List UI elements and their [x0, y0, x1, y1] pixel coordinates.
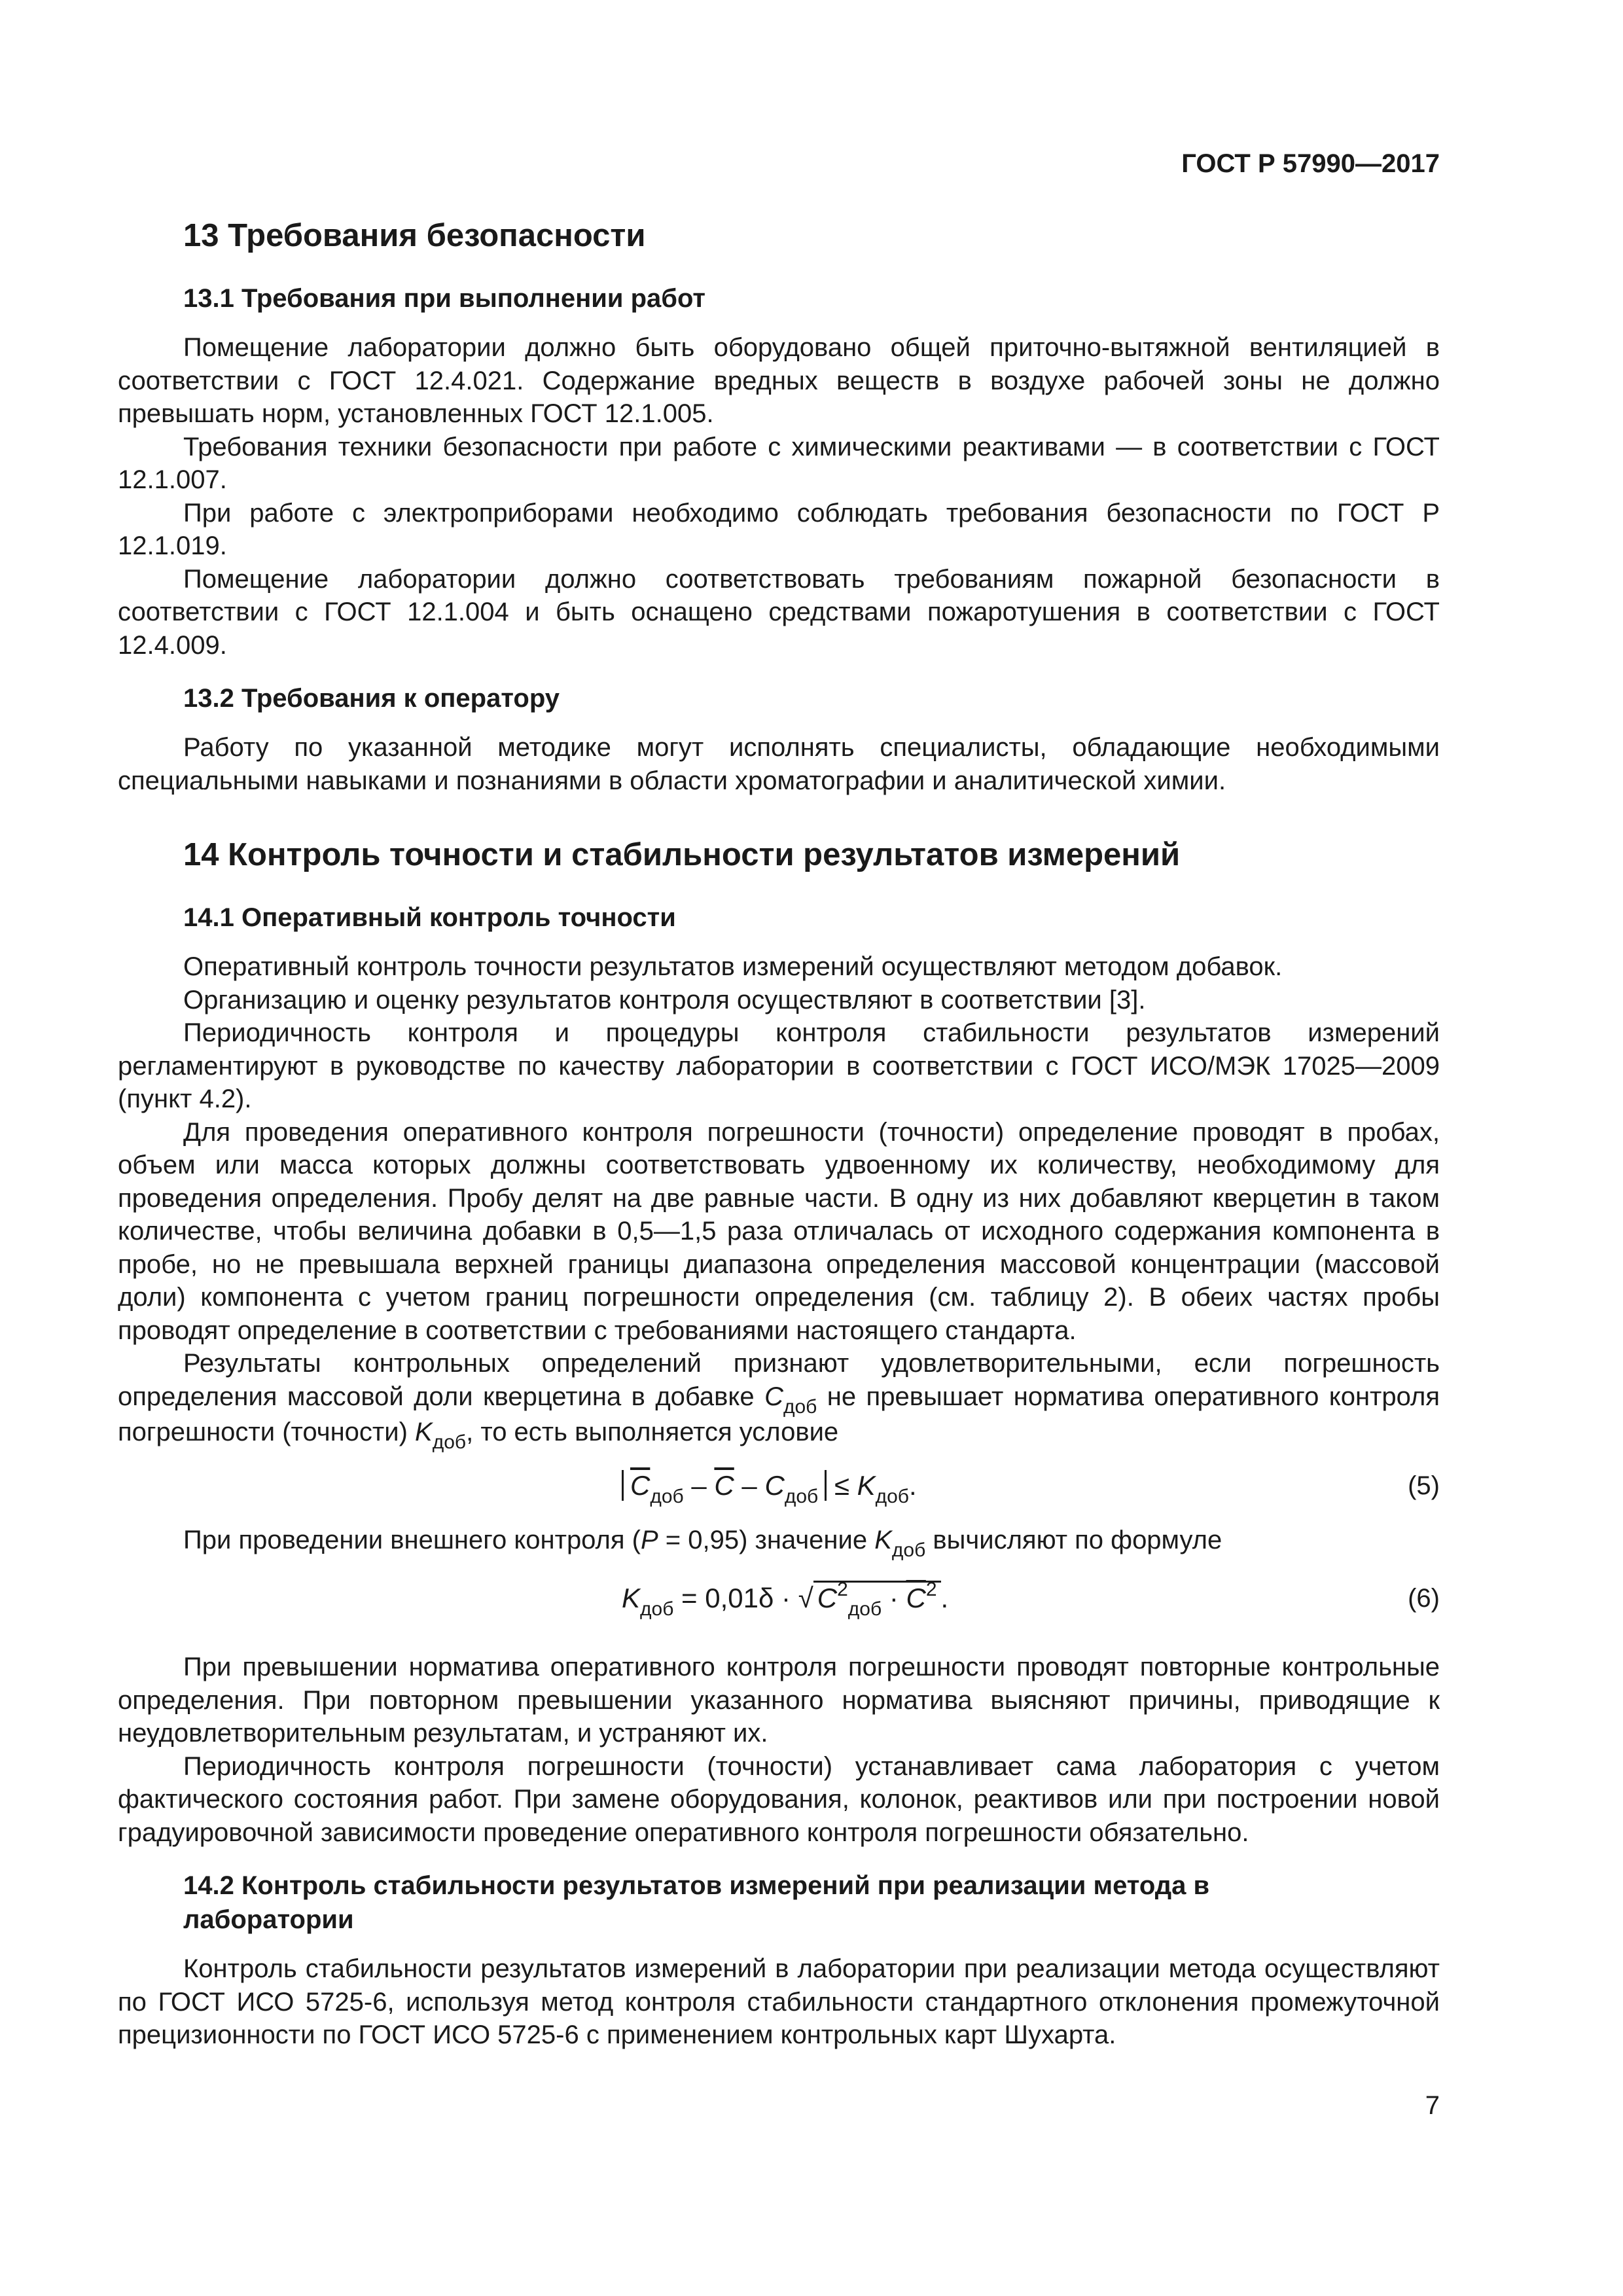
paragraph: Работу по указанной методике могут исполнять специалисты, обладающие необходимыми специальными навыками и познаниями в области хроматографии и аналитической химии.	[118, 733, 1440, 795]
paragraph: Требования техники безопасности при работе с химическими реактивами — в соответствии с ГОСТ 12.1.007.	[118, 432, 1440, 494]
paragraph: Оперативный контроль точности результатов измерений осуществляют методом добавок.	[183, 952, 1283, 981]
paragraph: Периодичность контроля и процедуры контроля стабильности результатов измерений регламентируют в руководстве по качеству лаборатории в соответствии с ГОСТ ИСО/МЭК 17025—2009 (пункт 4.2).	[118, 1018, 1440, 1113]
formula-5: $\overline{C}_{доб} - \overline{C} - C_{доб} \le K_{доб}$. (5)	[118, 1452, 1440, 1524]
paragraph: Помещение лаборатории должно быть оборудовано общей приточно-вытяжной вентиляцией в соответствии с ГОСТ 12.4.021. Содержание вредных веществ в воздухе рабочей зоны не должно превышать норм, установленных ГОСТ 12.1.005.	[118, 333, 1440, 428]
paragraph: Контроль стабильности результатов измерений в лаборатории при реализации метода осуществляют по ГОСТ ИСО 5725-6, используя метод контроля стабильности стандартного отклонения промежуточной прецизионности по ГОСТ ИСО 5725-6 с применением контрольных карт Шухарта.	[118, 1954, 1440, 2049]
formula-5-number: (5)	[1408, 1471, 1440, 1500]
page-number: 7	[1425, 2091, 1440, 2120]
subsection-14-1-title: 14.1 Оперативный контроль точности	[183, 903, 676, 932]
paragraph: Помещение лаборатории должно соответствовать требованиям пожарной безопасности в соответствии с ГОСТ 12.1.004 и быть оснащено средствами пожаротушения в соответствии с ГОСТ 12.4.009.	[118, 564, 1440, 660]
paragraph: При превышении норматива оперативного контроля погрешности проводят повторные контрольные определения. При повторном превышении указанного норматива выясняют причины, приводящие к неудовлетворительным результатам, и устраняют их.	[118, 1653, 1440, 1748]
formula-6: $K_{доб} = 0,01\delta$ · √ $C^2_{доб} \cdot \overline{C}^2$ . (6)	[622, 1579, 1440, 1620]
paragraph: При проведении внешнего контроля (P = 0,95) значение $K_{доб}$ вычисляют по формуле	[183, 1525, 1222, 1561]
subsection-13-2-title: 13.2 Требования к оператору	[183, 684, 560, 713]
paragraph: Периодичность контроля погрешности (точности) устанавливает сама лаборатория с учетом фактического состояния работ. При замене оборудования, колонок, реактивов или при построении новой градуировочной зависимости проведение оперативного контроля погрешности обязательно.	[118, 1751, 1440, 1847]
subsection-13-1-title: 13.1 Требования при выполнении работ	[183, 284, 706, 313]
section-13-title: 13 Требования безопасности	[183, 218, 646, 253]
paragraph: При работе с электроприборами необходимо соблюдать требования безопасности по ГОСТ Р 12.1.019.	[118, 498, 1440, 560]
paragraph: Для проведения оперативного контроля погрешности (точности) определение проводят в пробах, объем или масса которых должны соответствовать удвоенному их количеству, необходимому для проведения определения. Пробу делят на две равные части. В одну из них добавляют кверцетин в таком количестве, чтобы величина добавки в 0,5—1,5 раза отличалась от исходного содержания компонента в пробе, но не превышала верхней границы диапазона определения массовой концентрации (массовой доли) компонента с учетом границ погрешности определения (см. таблицу 2). В обеих частях пробы проводят определение в соответствии с требованиями настоящего стандарта.	[118, 1117, 1440, 1345]
formula-6-number: (6)	[1408, 1584, 1440, 1613]
paragraph-condition: Результаты контрольных определений признают удовлетворительными, если погрешность определения массовой доли кверцетина в добавке $C_{доб}$ не превышает норматива оперативного контроля погрешности (точности) $K_{доб}$, то есть выполняется условие	[118, 1349, 1440, 1453]
document-id: ГОСТ Р 57990—2017	[1181, 149, 1440, 178]
section-14-title: 14 Контроль точности и стабильности результатов измерений	[183, 837, 1181, 872]
paragraph: Организацию и оценку результатов контроля осуществляют в соответствии [3].	[183, 985, 1146, 1014]
document-body	[118, 216, 1440, 2052]
subsection-14-2-title: 14.2 Контроль стабильности результатов измерений при реализации метода в лаборатории	[183, 1871, 1210, 1934]
